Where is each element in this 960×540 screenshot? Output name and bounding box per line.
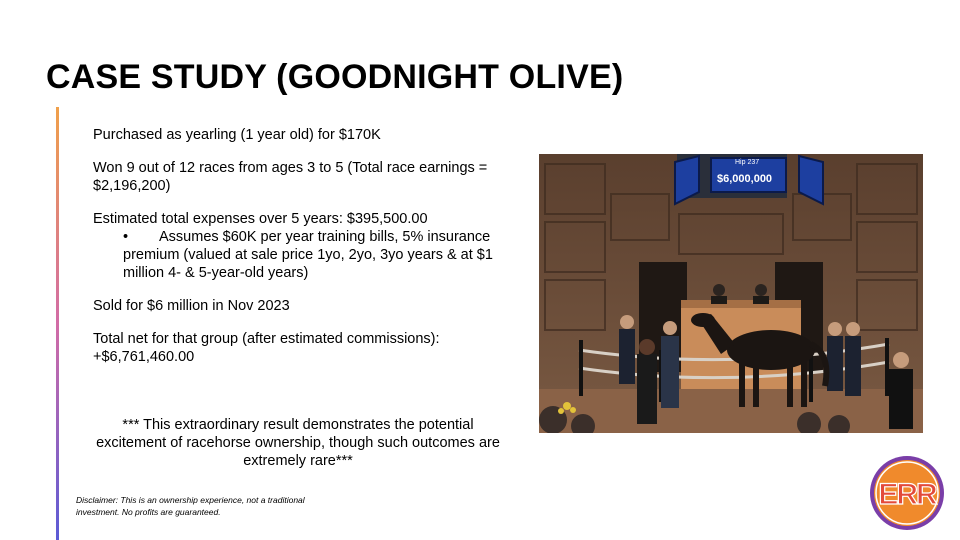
accent-line [56, 107, 59, 540]
purchase-text: Purchased as yearling (1 year old) for $170K [93, 127, 381, 143]
err-logo [868, 454, 946, 532]
bullet-dot: • [123, 229, 129, 245]
assumptions-bullet [123, 228, 493, 282]
content-body [93, 126, 493, 381]
sale-text: Sold for $6 million in Nov 2023 [93, 298, 290, 314]
logo-text: ERR [878, 478, 936, 511]
board-price-label: $6,000,000 [717, 173, 773, 185]
races-text: Won 9 out of 12 races from ages 3 to 5 (Total race earnings = $2,196,200) [93, 160, 488, 194]
slide-title: CASE STUDY (GOODNIGHT OLIVE) [46, 58, 624, 96]
auction-photo [539, 154, 923, 433]
auction-photo-illustration [539, 154, 923, 433]
net-text: Total net for that group (after estimated commissions): +$6,761,460.00 [93, 331, 440, 365]
expenses-text: Estimated total expenses over 5 years: $395,500.00 [93, 211, 428, 227]
disclaimer: Disclaimer: This is an ownership experience, not a traditional investment. No profits are guaranteed. [76, 495, 305, 517]
assumptions-text: Assumes $60K per year training bills, 5% insurance premium (valued at sale price 1yo, 2yo, 3yo years & at $1 million 4- & 5-year-old years) [123, 229, 493, 281]
result-quote: *** This extraordinary result demonstrates the potential excitement of racehorse ownership, though such outcomes are extremely rare*** [96, 417, 500, 469]
board-hip-label: Hip 237 [735, 159, 760, 166]
